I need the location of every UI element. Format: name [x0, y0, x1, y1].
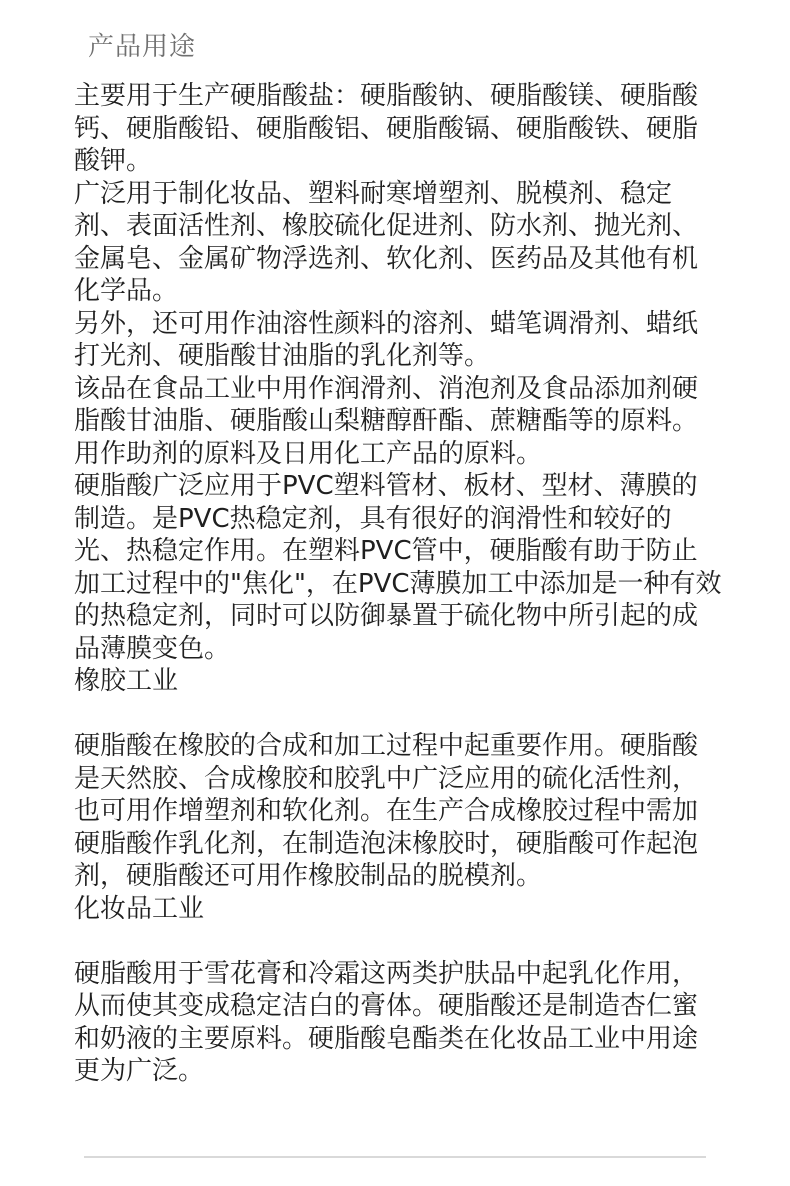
section-title: 产品用途 [88, 32, 197, 62]
usage-paragraph-applications: 广泛用于制化妆品、塑料耐寒增塑剂、脱模剂、稳定剂、表面活性剂、橡胶硫化促进剂、防水剂、抛光剂、金属皂、金属矿物浮选剂、软化剂、医药品及其他有机化学品。 [74, 178, 699, 306]
cosmetics-industry-text: 硬脂酸用于雪花膏和冷霜这两类护肤品中起乳化作用，从而使其变成稳定洁白的膏体。硬脂酸还是制造杏仁蜜和奶液的主要原料。硬脂酸皂酯类在化妆品工业中用途更为广泛。 [74, 958, 699, 1086]
bottom-divider [84, 1156, 706, 1158]
usage-paragraph-pvc: 硬脂酸广泛应用于PVC塑料管材、板材、型材、薄膜的制造。是PVC热稳定剂，具有很好的润滑性和较好的光、热稳定作用。在塑料PVC管中，硬脂酸有助于防止加工过程中的"焦化"，在PVC薄膜加工中添加是一种有效的热稳定剂，同时可以防御暴置于硫化物中所引起的成品薄膜变色。 [74, 471, 722, 664]
usage-paragraph-salts: 主要用于生产硬脂酸盐：硬脂酸钠、硬脂酸镁、硬脂酸钙、硬脂酸铅、硬脂酸铝、硬脂酸镉、硬脂酸铁、硬脂酸钾。 [74, 81, 699, 176]
rubber-industry-text: 硬脂酸在橡胶的合成和加工过程中起重要作用。硬脂酸是天然胶、合成橡胶和胶乳中广泛应用的硫化活性剂，也可用作增塑剂和软化剂。在生产合成橡胶过程中需加硬脂酸作乳化剂，在制造泡沫橡胶时，硬脂酸可作起泡剂，硬脂酸还可用作橡胶制品的脱模剂。 [74, 731, 699, 891]
cosmetics-industry-heading: 化妆品工业 [74, 893, 205, 924]
rubber-industry-heading: 橡胶工业 [74, 666, 179, 696]
spacer [74, 698, 722, 731]
spacer [74, 925, 722, 958]
usage-paragraph-solvent: 另外，还可用作油溶性颜料的溶剂、蜡笔调滑剂、蜡纸打光剂、硬脂酸甘油脂的乳化剂等。 [74, 308, 699, 371]
usage-paragraph-food: 该品在食品工业中用作润滑剂、消泡剂及食品添加剂硬脂酸甘油脂、硬脂酸山梨糖醇酐酯、蔗糖酯等的原料。用作助剂的原料及日用化工产品的原料。 [74, 373, 699, 469]
usage-content [74, 80, 722, 1088]
